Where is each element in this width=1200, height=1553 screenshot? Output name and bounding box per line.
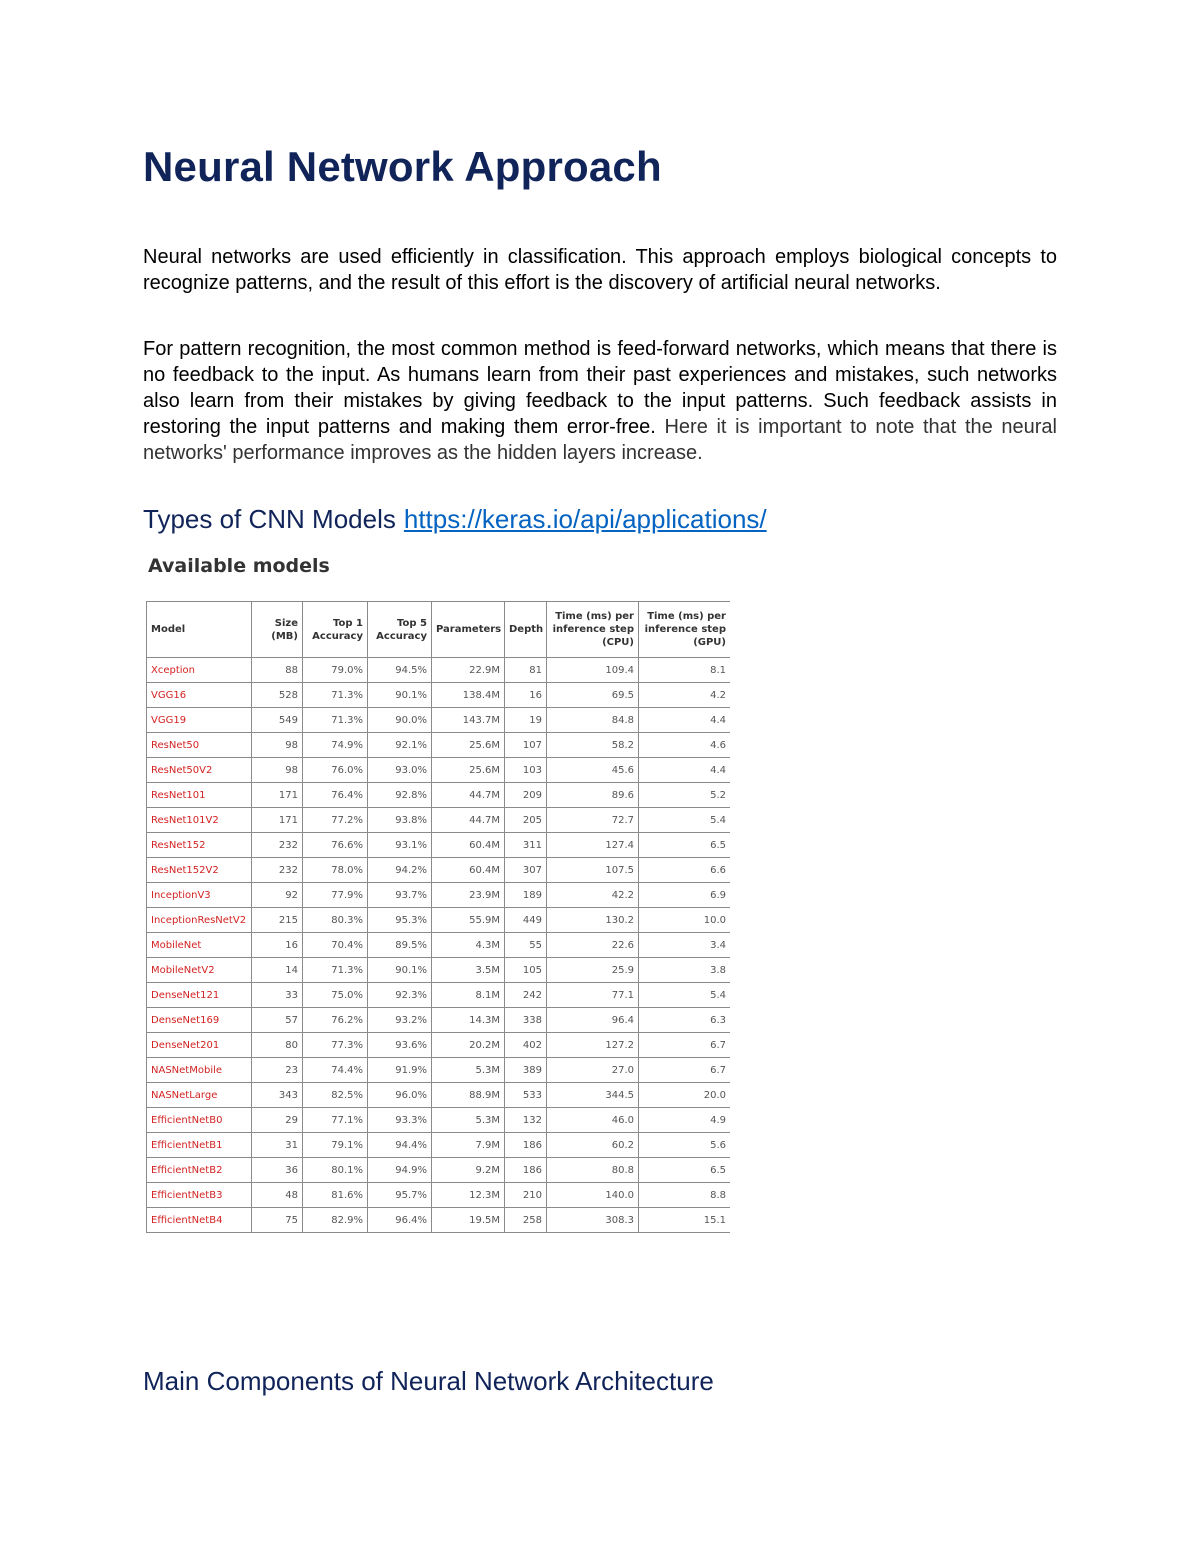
- table-row: [147, 808, 731, 833]
- cell-gpu-time: 4.4: [639, 708, 731, 733]
- cell-parameters: 25.6M: [432, 758, 505, 783]
- cell-top1: 74.9%: [303, 733, 368, 758]
- cell-top5: 92.1%: [368, 733, 432, 758]
- cell-model: DenseNet201: [147, 1033, 252, 1058]
- cell-gpu-time: 8.1: [639, 658, 731, 683]
- cell-depth: 242: [505, 983, 547, 1008]
- cell-cpu-time: 344.5: [547, 1083, 639, 1108]
- cell-depth: 389: [505, 1058, 547, 1083]
- table-row: [147, 783, 731, 808]
- cell-top1: 79.0%: [303, 658, 368, 683]
- cell-top5: 95.7%: [368, 1183, 432, 1208]
- table-row: [147, 833, 731, 858]
- cell-size: 57: [252, 1008, 303, 1033]
- cell-depth: 209: [505, 783, 547, 808]
- cell-top1: 81.6%: [303, 1183, 368, 1208]
- cell-cpu-time: 130.2: [547, 908, 639, 933]
- available-models-heading: Available models: [148, 555, 330, 577]
- cell-parameters: 44.7M: [432, 808, 505, 833]
- cell-size: 171: [252, 783, 303, 808]
- cell-top5: 93.2%: [368, 1008, 432, 1033]
- table-row: [147, 758, 731, 783]
- cell-depth: 307: [505, 858, 547, 883]
- cell-model: ResNet152: [147, 833, 252, 858]
- cell-depth: 205: [505, 808, 547, 833]
- cell-size: 232: [252, 858, 303, 883]
- cell-gpu-time: 6.3: [639, 1008, 731, 1033]
- types-heading: [143, 504, 767, 535]
- cell-top1: 77.2%: [303, 808, 368, 833]
- table-row: [147, 1083, 731, 1108]
- cell-top5: 93.7%: [368, 883, 432, 908]
- cell-cpu-time: 140.0: [547, 1183, 639, 1208]
- cell-top1: 76.6%: [303, 833, 368, 858]
- cell-parameters: 4.3M: [432, 933, 505, 958]
- cell-top5: 92.8%: [368, 783, 432, 808]
- cell-model: VGG19: [147, 708, 252, 733]
- table-row: [147, 1058, 731, 1083]
- cell-cpu-time: 58.2: [547, 733, 639, 758]
- table-row: [147, 858, 731, 883]
- cell-parameters: 7.9M: [432, 1133, 505, 1158]
- cell-size: 75: [252, 1208, 303, 1233]
- cell-gpu-time: 6.9: [639, 883, 731, 908]
- table-row: [147, 1133, 731, 1158]
- cell-cpu-time: 96.4: [547, 1008, 639, 1033]
- cell-size: 215: [252, 908, 303, 933]
- cell-model: InceptionResNetV2: [147, 908, 252, 933]
- cell-parameters: 138.4M: [432, 683, 505, 708]
- cell-gpu-time: 4.9: [639, 1108, 731, 1133]
- models-table-image: [146, 601, 730, 1233]
- cell-gpu-time: 4.2: [639, 683, 731, 708]
- cell-cpu-time: 45.6: [547, 758, 639, 783]
- cell-parameters: 20.2M: [432, 1033, 505, 1058]
- cell-size: 88: [252, 658, 303, 683]
- header-model: Model: [147, 602, 252, 658]
- cell-top5: 93.0%: [368, 758, 432, 783]
- cell-size: 92: [252, 883, 303, 908]
- cell-gpu-time: 6.7: [639, 1058, 731, 1083]
- cell-model: ResNet50V2: [147, 758, 252, 783]
- cell-size: 29: [252, 1108, 303, 1133]
- cell-top1: 78.0%: [303, 858, 368, 883]
- table-row: [147, 1158, 731, 1183]
- cell-cpu-time: 69.5: [547, 683, 639, 708]
- cell-parameters: 60.4M: [432, 858, 505, 883]
- cell-cpu-time: 127.4: [547, 833, 639, 858]
- main-components-heading: Main Components of Neural Network Architecture: [143, 1366, 714, 1396]
- cell-top5: 89.5%: [368, 933, 432, 958]
- cell-parameters: 143.7M: [432, 708, 505, 733]
- cell-model: Xception: [147, 658, 252, 683]
- intro-paragraph: Neural networks are used efficiently in classification. This approach employs biological concepts to recognize patterns, and the result of this effort is the discovery of artificial neural networks.: [143, 246, 1057, 294]
- cell-top1: 80.3%: [303, 908, 368, 933]
- cell-top5: 90.1%: [368, 683, 432, 708]
- cell-cpu-time: 42.2: [547, 883, 639, 908]
- pattern-recognition-paragraph: [143, 336, 1057, 466]
- types-heading-text: Types of CNN Models: [143, 504, 396, 534]
- cell-size: 232: [252, 833, 303, 858]
- cell-top1: 82.5%: [303, 1083, 368, 1108]
- cell-parameters: 3.5M: [432, 958, 505, 983]
- table-row: [147, 1208, 731, 1233]
- cell-cpu-time: 46.0: [547, 1108, 639, 1133]
- cell-top1: 71.3%: [303, 958, 368, 983]
- cell-parameters: 25.6M: [432, 733, 505, 758]
- models-table: [146, 601, 730, 1233]
- cell-top5: 93.1%: [368, 833, 432, 858]
- cell-gpu-time: 15.1: [639, 1208, 731, 1233]
- cell-size: 48: [252, 1183, 303, 1208]
- cell-model: ResNet152V2: [147, 858, 252, 883]
- cell-model: EfficientNetB1: [147, 1133, 252, 1158]
- cell-gpu-time: 6.6: [639, 858, 731, 883]
- cell-top5: 94.4%: [368, 1133, 432, 1158]
- cell-cpu-time: 80.8: [547, 1158, 639, 1183]
- cell-top1: 71.3%: [303, 708, 368, 733]
- table-row: [147, 1108, 731, 1133]
- keras-applications-link[interactable]: https://keras.io/api/applications/: [403, 504, 767, 534]
- cell-size: 528: [252, 683, 303, 708]
- header-size: Size (MB): [252, 602, 303, 658]
- cell-top5: 96.0%: [368, 1083, 432, 1108]
- cell-gpu-time: 5.4: [639, 808, 731, 833]
- cell-parameters: 19.5M: [432, 1208, 505, 1233]
- cell-gpu-time: 4.6: [639, 733, 731, 758]
- cell-parameters: 8.1M: [432, 983, 505, 1008]
- cell-parameters: 5.3M: [432, 1058, 505, 1083]
- paragraph-note-text: Here it is important to note that the neural networks' performance improves as the hidden layers increase.: [143, 416, 1057, 464]
- table-row: [147, 1033, 731, 1058]
- cell-gpu-time: 6.7: [639, 1033, 731, 1058]
- cell-top5: 93.6%: [368, 1033, 432, 1058]
- cell-top5: 94.5%: [368, 658, 432, 683]
- cell-depth: 55: [505, 933, 547, 958]
- table-row: [147, 958, 731, 983]
- cell-parameters: 44.7M: [432, 783, 505, 808]
- cell-parameters: 60.4M: [432, 833, 505, 858]
- cell-gpu-time: 5.6: [639, 1133, 731, 1158]
- cell-depth: 132: [505, 1108, 547, 1133]
- cell-gpu-time: 6.5: [639, 1158, 731, 1183]
- header-cpu-time: Time (ms) per inference step (CPU): [547, 602, 639, 658]
- cell-top1: 76.2%: [303, 1008, 368, 1033]
- table-body: [147, 658, 731, 1233]
- cell-top1: 76.0%: [303, 758, 368, 783]
- cell-cpu-time: 109.4: [547, 658, 639, 683]
- cell-model: ResNet50: [147, 733, 252, 758]
- cell-top1: 75.0%: [303, 983, 368, 1008]
- cell-size: 14: [252, 958, 303, 983]
- table-row: [147, 883, 731, 908]
- header-parameters: Parameters: [432, 602, 505, 658]
- cell-parameters: 9.2M: [432, 1158, 505, 1183]
- cell-model: EfficientNetB0: [147, 1108, 252, 1133]
- cell-gpu-time: 8.8: [639, 1183, 731, 1208]
- page-title: Neural Network Approach: [143, 143, 662, 190]
- cell-top5: 93.3%: [368, 1108, 432, 1133]
- header-gpu-time: Time (ms) per inference step (GPU): [639, 602, 731, 658]
- cell-cpu-time: 308.3: [547, 1208, 639, 1233]
- cell-depth: 81: [505, 658, 547, 683]
- cell-top1: 80.1%: [303, 1158, 368, 1183]
- cell-size: 36: [252, 1158, 303, 1183]
- cell-cpu-time: 22.6: [547, 933, 639, 958]
- cell-size: 98: [252, 733, 303, 758]
- cell-depth: 16: [505, 683, 547, 708]
- cell-size: 31: [252, 1133, 303, 1158]
- cell-model: NASNetLarge: [147, 1083, 252, 1108]
- cell-top5: 94.2%: [368, 858, 432, 883]
- paragraph-main-text: For pattern recognition, the most common method is feed-forward networks, which means that there is no feedback to the input. As humans learn from their past experiences and mistakes, such networks also learn from their mistakes by giving feedback to the input patterns. Such feedback assists in restoring the input patterns and making them error-free.: [143, 338, 1057, 438]
- cell-top5: 90.0%: [368, 708, 432, 733]
- cell-top5: 96.4%: [368, 1208, 432, 1233]
- cell-model: EfficientNetB4: [147, 1208, 252, 1233]
- cell-top5: 90.1%: [368, 958, 432, 983]
- table-row: [147, 708, 731, 733]
- table-row: [147, 1183, 731, 1208]
- cell-gpu-time: 20.0: [639, 1083, 731, 1108]
- cell-top1: 71.3%: [303, 683, 368, 708]
- cell-top5: 95.3%: [368, 908, 432, 933]
- cell-size: 343: [252, 1083, 303, 1108]
- cell-top1: 77.3%: [303, 1033, 368, 1058]
- cell-gpu-time: 10.0: [639, 908, 731, 933]
- cell-gpu-time: 4.4: [639, 758, 731, 783]
- cell-top5: 92.3%: [368, 983, 432, 1008]
- header-depth: Depth: [505, 602, 547, 658]
- cell-size: 16: [252, 933, 303, 958]
- cell-depth: 533: [505, 1083, 547, 1108]
- cell-cpu-time: 25.9: [547, 958, 639, 983]
- cell-top5: 91.9%: [368, 1058, 432, 1083]
- cell-depth: 186: [505, 1158, 547, 1183]
- cell-model: ResNet101: [147, 783, 252, 808]
- cell-size: 98: [252, 758, 303, 783]
- cell-depth: 449: [505, 908, 547, 933]
- cell-depth: 107: [505, 733, 547, 758]
- cell-parameters: 12.3M: [432, 1183, 505, 1208]
- table-row: [147, 908, 731, 933]
- cell-size: 549: [252, 708, 303, 733]
- cell-depth: 103: [505, 758, 547, 783]
- cell-parameters: 23.9M: [432, 883, 505, 908]
- table-header-row: [147, 602, 731, 658]
- cell-model: VGG16: [147, 683, 252, 708]
- cell-depth: 258: [505, 1208, 547, 1233]
- cell-parameters: 55.9M: [432, 908, 505, 933]
- cell-cpu-time: 77.1: [547, 983, 639, 1008]
- cell-top1: 76.4%: [303, 783, 368, 808]
- cell-depth: 311: [505, 833, 547, 858]
- cell-size: 80: [252, 1033, 303, 1058]
- cell-parameters: 88.9M: [432, 1083, 505, 1108]
- cell-model: ResNet101V2: [147, 808, 252, 833]
- cell-cpu-time: 27.0: [547, 1058, 639, 1083]
- cell-top1: 77.1%: [303, 1108, 368, 1133]
- cell-top1: 70.4%: [303, 933, 368, 958]
- cell-depth: 19: [505, 708, 547, 733]
- cell-top1: 74.4%: [303, 1058, 368, 1083]
- cell-cpu-time: 84.8: [547, 708, 639, 733]
- table-row: [147, 983, 731, 1008]
- cell-depth: 210: [505, 1183, 547, 1208]
- cell-top5: 94.9%: [368, 1158, 432, 1183]
- cell-cpu-time: 127.2: [547, 1033, 639, 1058]
- cell-gpu-time: 3.4: [639, 933, 731, 958]
- cell-top5: 93.8%: [368, 808, 432, 833]
- cell-parameters: 14.3M: [432, 1008, 505, 1033]
- cell-gpu-time: 3.8: [639, 958, 731, 983]
- cell-model: InceptionV3: [147, 883, 252, 908]
- cell-top1: 79.1%: [303, 1133, 368, 1158]
- cell-model: DenseNet169: [147, 1008, 252, 1033]
- cell-parameters: 22.9M: [432, 658, 505, 683]
- cell-gpu-time: 5.4: [639, 983, 731, 1008]
- cell-cpu-time: 89.6: [547, 783, 639, 808]
- table-row: [147, 933, 731, 958]
- cell-cpu-time: 107.5: [547, 858, 639, 883]
- cell-depth: 402: [505, 1033, 547, 1058]
- cell-model: EfficientNetB2: [147, 1158, 252, 1183]
- table-row: [147, 658, 731, 683]
- cell-model: MobileNetV2: [147, 958, 252, 983]
- cell-top1: 82.9%: [303, 1208, 368, 1233]
- cell-size: 33: [252, 983, 303, 1008]
- cell-depth: 338: [505, 1008, 547, 1033]
- cell-cpu-time: 60.2: [547, 1133, 639, 1158]
- table-row: [147, 1008, 731, 1033]
- cell-gpu-time: 6.5: [639, 833, 731, 858]
- cell-model: DenseNet121: [147, 983, 252, 1008]
- table-row: [147, 733, 731, 758]
- header-top5: Top 5 Accuracy: [368, 602, 432, 658]
- cell-gpu-time: 5.2: [639, 783, 731, 808]
- cell-top1: 77.9%: [303, 883, 368, 908]
- cell-model: MobileNet: [147, 933, 252, 958]
- table-row: [147, 683, 731, 708]
- cell-depth: 105: [505, 958, 547, 983]
- cell-depth: 186: [505, 1133, 547, 1158]
- cell-depth: 189: [505, 883, 547, 908]
- cell-cpu-time: 72.7: [547, 808, 639, 833]
- cell-parameters: 5.3M: [432, 1108, 505, 1133]
- cell-size: 171: [252, 808, 303, 833]
- cell-model: EfficientNetB3: [147, 1183, 252, 1208]
- header-top1: Top 1 Accuracy: [303, 602, 368, 658]
- cell-size: 23: [252, 1058, 303, 1083]
- cell-model: NASNetMobile: [147, 1058, 252, 1083]
